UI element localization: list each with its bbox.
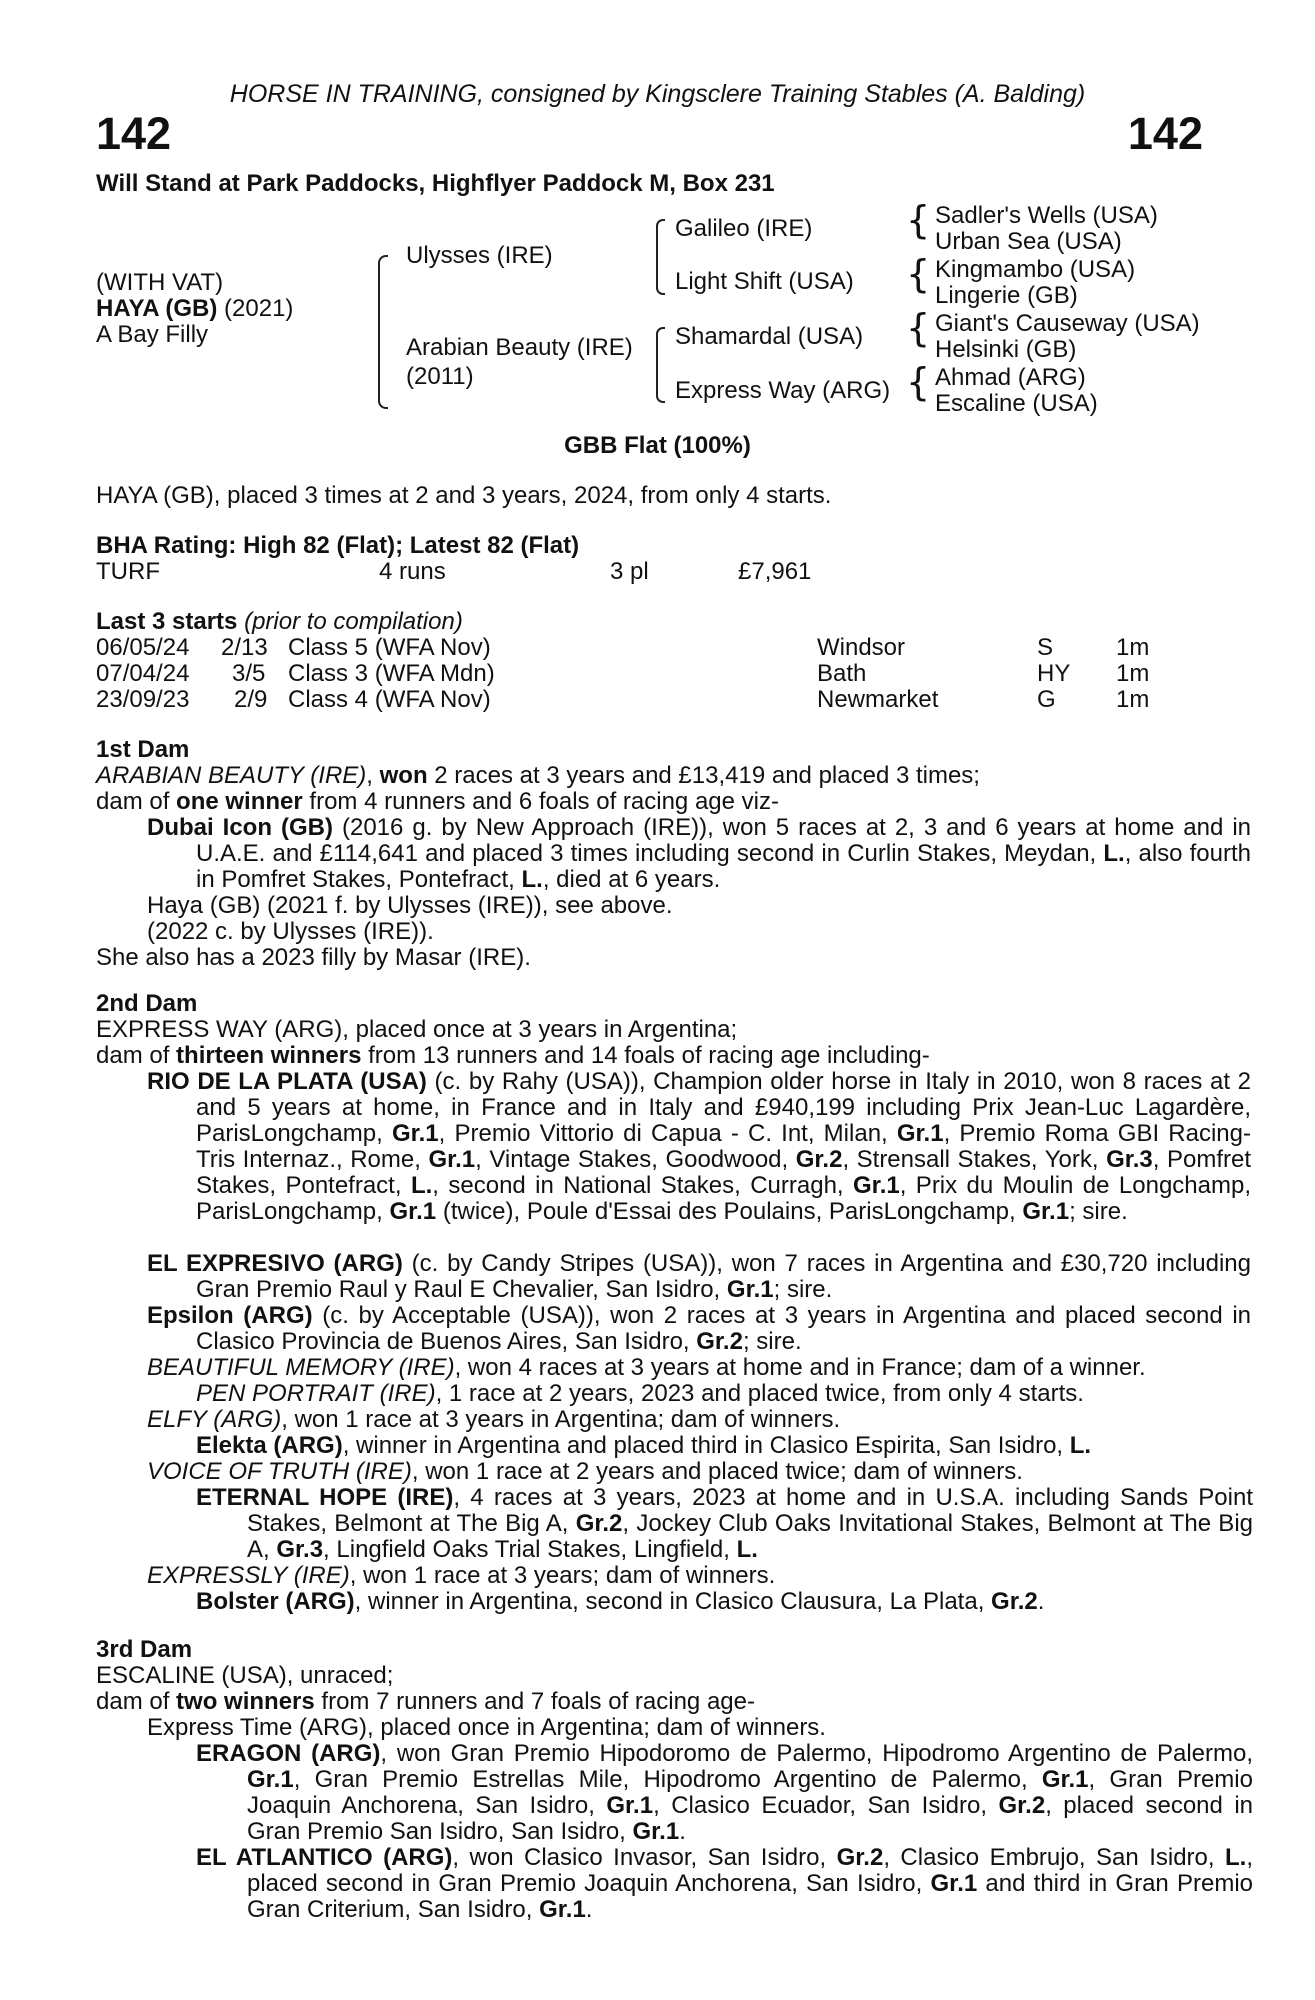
eternal-hope-grade: Gr.3 (276, 1536, 324, 1563)
progeny-pen-portrait (196, 1381, 1084, 1407)
start-position: 3/5 (232, 660, 266, 687)
voice-of-truth-name: VOICE OF TRUTH (IRE) (147, 1458, 412, 1485)
voice-of-truth-text: , won 1 race at 2 years and placed twice; dam of winners. (411, 1458, 1023, 1485)
dam2-foals: from 13 runners and 14 foals of racing age including- (361, 1042, 930, 1069)
start-going: G (1037, 686, 1056, 713)
brace-glyph-4: { (906, 360, 931, 404)
dam3-line1: ESCALINE (USA), unraced; (96, 1662, 394, 1689)
eragon-text: , Gran Premio Joaquin Anchorena, San Isidro, (247, 1766, 1253, 1819)
eragon-text: , won Gran Premio Hipodoromo de Palermo, Hipodromo Argentino de Palermo, (380, 1740, 1254, 1767)
last-starts-heading (96, 609, 463, 635)
el-atlantico-grade: L. (1225, 1844, 1247, 1871)
bolster-text: , winner in Argentina, second in Clasico Clausura, La Plata, (354, 1588, 992, 1615)
elfy-text: , won 1 race at 3 years in Argentina; dam of winners. (281, 1406, 841, 1433)
sire-sire-sire: Sadler's Wells (USA) (935, 202, 1158, 229)
dubai-icon-text-c: , died at 6 years. (542, 866, 721, 893)
el-expresivo-text: (c. by Candy Stripes (USA)), won 7 races in Argentina and £30,720 including Gran Premio Raul y Raul E Chevalier, San Isidro, (196, 1250, 1251, 1303)
dam1-name: ARABIAN BEAUTY (IRE) (96, 762, 367, 789)
start-date: 07/04/24 (96, 660, 190, 687)
progeny-eragon (196, 1741, 1253, 1845)
dam3-line2 (96, 1689, 755, 1715)
eragon-grade: Gr.1 (247, 1766, 294, 1793)
dam-dam: Express Way (ARG) (675, 377, 891, 404)
start-class: Class 4 (WFA Nov) (288, 686, 491, 713)
brace-glyph-1: { (906, 198, 931, 242)
rio-text: , Pomfret Stakes, Pontefract, (196, 1146, 1251, 1199)
dubai-icon-text-b: , also fourth in Pomfret Stakes, Pontefract, (196, 840, 1252, 893)
progeny-elfy (147, 1407, 840, 1433)
rio-text: , Strensall Stakes, York, (842, 1146, 1107, 1173)
dam-dam-dam: Escaline (USA) (935, 390, 1098, 417)
el-expresivo-text: ; sire. (773, 1276, 833, 1303)
dam1-damof: dam of (96, 788, 177, 815)
bolster-grade: Gr.2 (991, 1588, 1038, 1615)
progeny-bolster (196, 1589, 1044, 1615)
rio-grade: Gr.1 (389, 1198, 437, 1225)
progeny-express-time: Express Time (ARG), placed once in Argentina; dam of winners. (147, 1714, 826, 1741)
dam1-2023-filly: She also has a 2023 filly by Masar (IRE). (96, 944, 531, 971)
pen-portrait-text: , 1 race at 2 years, 2023 and placed twice, from only 4 starts. (435, 1380, 1084, 1407)
start-distance: 1m (1116, 634, 1150, 661)
dam2-line1: EXPRESS WAY (ARG), placed once at 3 years in Argentina; (96, 1016, 738, 1043)
dubai-icon-grade-1: L. (1103, 840, 1125, 867)
progeny-elekta (196, 1433, 1091, 1459)
sire-sire-dam: Urban Sea (USA) (935, 228, 1122, 255)
consignment-heading: HORSE IN TRAINING, consigned by Kingsclere Training Stables (A. Balding) (229, 80, 1086, 108)
start-position: 2/13 (221, 634, 268, 661)
el-atlantico-text: , Clasico Embrujo, San Isidro, (883, 1844, 1226, 1871)
dam-sire: Shamardal (USA) (675, 323, 864, 350)
expressly-name: EXPRESSLY (IRE) (147, 1562, 350, 1589)
dam3-winner-count: two winners (176, 1688, 315, 1715)
sire: Ulysses (IRE) (406, 242, 553, 269)
eternal-hope-text: , Jockey Club Oaks Invitational Stakes, Belmont at The Big A, (247, 1510, 1253, 1563)
rio-grade: Gr.1 (853, 1172, 900, 1199)
dam-sire-sire: Giant's Causeway (USA) (935, 310, 1200, 337)
progeny-el-atlantico (196, 1845, 1253, 1923)
dam1-won: won (379, 762, 428, 789)
dubai-icon-name: Dubai Icon (GB) (147, 814, 333, 841)
dam2-damof: dam of (96, 1042, 177, 1069)
dam1-heading: 1st Dam (96, 736, 190, 763)
rio-grade: Gr.1 (1022, 1198, 1070, 1225)
start-position: 2/9 (234, 686, 268, 713)
eragon-text: . (679, 1818, 686, 1845)
elfy-name: ELFY (ARG) (147, 1406, 282, 1433)
beautiful-memory-text: , won 4 races at 3 years at home and in France; dam of a winner. (454, 1354, 1146, 1381)
rio-text: , Premio Roma GBI Racing-Tris Internaz., Rome, (196, 1120, 1251, 1173)
elekta-text: , winner in Argentina and placed third in Clasico Espirita, San Isidro, (342, 1432, 1070, 1459)
horse-year: (2021) (217, 295, 294, 322)
el-atlantico-text: , placed second in Gran Premio Joaquin Anchorena, San Isidro, (247, 1844, 1254, 1897)
bolster-name: Bolster (ARG) (196, 1588, 355, 1615)
lot-number-left: 142 (96, 108, 172, 159)
expressly-text: , won 1 race at 3 years; dam of winners. (349, 1562, 776, 1589)
gbb-flat: GBB Flat (100%) (564, 432, 751, 459)
last-starts-title: Last 3 starts (96, 608, 238, 635)
rating-earnings: £7,961 (738, 558, 812, 585)
rio-text: , Premio Vittorio di Capua - C. Int, Milan, (438, 1120, 897, 1147)
rio-grade: Gr.1 (391, 1120, 439, 1147)
sire-dam: Light Shift (USA) (675, 268, 854, 295)
dam3-heading: 3rd Dam (96, 1636, 193, 1663)
pen-portrait-name: PEN PORTRAIT (IRE) (196, 1380, 436, 1407)
dubai-icon-grade-2: L. (521, 866, 543, 893)
progeny-2022-colt: (2022 c. by Ulysses (IRE)). (147, 918, 434, 945)
eragon-text: , Gran Premio Estrellas Mile, Hipodromo Argentino de Palermo, (293, 1766, 1042, 1793)
start-distance: 1m (1116, 686, 1150, 713)
dam1-record: 2 races at 3 years and £13,419 and placed 3 times; (427, 762, 980, 789)
el-atlantico-grade: Gr.2 (836, 1844, 884, 1871)
progeny-eternal-hope (196, 1485, 1253, 1563)
dam1-winner-count: one winner (176, 788, 303, 815)
dam-year: (2011) (406, 363, 474, 390)
el-atlantico-grade: Gr.1 (930, 1870, 978, 1897)
progeny-rio-de-la-plata (147, 1069, 1251, 1225)
progeny-beautiful-memory (147, 1355, 1146, 1381)
start-going: HY (1037, 660, 1071, 687)
rio-grade: Gr.1 (896, 1120, 944, 1147)
dam1-sep: , (366, 762, 380, 789)
brace-glyph-3: { (906, 306, 931, 350)
rio-text: , Prix du Moulin de Longchamp, ParisLongchamp, (196, 1172, 1252, 1225)
stand-location: Will Stand at Park Paddocks, Highflyer Paddock M, Box 231 (96, 170, 775, 197)
horse-description: A Bay Filly (96, 321, 209, 348)
eternal-hope-name: ETERNAL HOPE (IRE) (196, 1484, 454, 1511)
vat-note: (WITH VAT) (96, 269, 224, 296)
epsilon-name: Epsilon (ARG) (147, 1302, 313, 1329)
sire-dam-sire: Kingmambo (USA) (935, 256, 1136, 283)
race-summary: HAYA (GB), placed 3 times at 2 and 3 years, 2024, from only 4 starts. (96, 482, 832, 509)
dam3-damof: dam of (96, 1688, 177, 1715)
start-going: S (1037, 634, 1054, 661)
dam: Arabian Beauty (IRE) (406, 334, 633, 361)
dam1-foals: from 4 runners and 6 foals of racing age viz- (302, 788, 779, 815)
lot-number-right: 142 (1127, 108, 1203, 159)
rio-text: , Vintage Stakes, Goodwood, (475, 1146, 796, 1173)
el-atlantico-name: EL ATLANTICO (ARG) (196, 1844, 453, 1871)
el-atlantico-grade: Gr.1 (539, 1896, 586, 1923)
eragon-text: , placed second in Gran Premio San Isidro, San Isidro, (247, 1792, 1254, 1845)
horse-name: HAYA (GB) (96, 295, 218, 322)
progeny-epsilon (147, 1303, 1251, 1355)
rio-grade: Gr.2 (795, 1146, 843, 1173)
rating-runs: 4 runs (379, 558, 446, 585)
eragon-name: ERAGON (ARG) (196, 1740, 381, 1767)
start-course: Bath (817, 660, 867, 687)
eternal-hope-text: , Lingfield Oaks Trial Stakes, Lingfield, (323, 1536, 737, 1563)
dam1-line1 (96, 763, 980, 789)
last-starts-note: (prior to compilation) (237, 608, 463, 635)
el-atlantico-text: and third in Gran Premio Gran Criterium, San Isidro, (247, 1870, 1253, 1923)
rio-grade: L. (410, 1172, 433, 1199)
rating-placed: 3 pl (610, 558, 649, 585)
elekta-name: Elekta (ARG) (196, 1432, 343, 1459)
eragon-text: , Clasico Ecuador, San Isidro, (653, 1792, 999, 1819)
rating-surface: TURF (96, 558, 160, 585)
epsilon-text: ; sire. (742, 1328, 802, 1355)
progeny-dubai-icon (147, 815, 1251, 893)
el-atlantico-text: . (585, 1896, 593, 1923)
rio-name: RIO DE LA PLATA (USA) (147, 1068, 427, 1095)
epsilon-text: (c. by Acceptable (USA)), won 2 races at 3 years in Argentina and placed second in Clasico Provincia de Buenos Aires, San Isidro, (196, 1302, 1251, 1355)
elekta-grade: L. (1069, 1432, 1092, 1459)
eternal-hope-grade: L. (736, 1536, 758, 1563)
rio-text: (c. by Rahy (USA)), Champion older horse in Italy in 2010, won 8 races at 2 and 5 years at home, in France and in Italy and £940,199 including Prix Jean-Luc Lagardère, ParisLongchamp, (196, 1068, 1251, 1147)
start-class: Class 5 (WFA Nov) (288, 634, 491, 661)
bha-rating: BHA Rating: High 82 (Flat); Latest 82 (Flat) (96, 532, 580, 559)
dam2-heading: 2nd Dam (96, 990, 198, 1017)
dubai-icon-text-a: (2016 g. by New Approach (IRE)), won 5 races at 2, 3 and 6 years at home and in U.A.E. and £114,641 and placed 3 times including second in Curlin Stakes, Meydan, (196, 814, 1251, 867)
progeny-expressly (147, 1563, 775, 1589)
eragon-grade: Gr.1 (1041, 1766, 1089, 1793)
dam-dam-sire: Ahmad (ARG) (935, 364, 1086, 391)
start-course: Windsor (817, 634, 906, 661)
eragon-grade: Gr.2 (998, 1792, 1046, 1819)
bolster-text: . (1037, 1588, 1045, 1615)
sire-sire: Galileo (IRE) (675, 215, 813, 242)
start-date: 06/05/24 (96, 634, 190, 661)
el-atlantico-text: , won Clasico Invasor, San Isidro, (452, 1844, 837, 1871)
progeny-voice-of-truth (147, 1459, 1023, 1485)
rio-grade: Gr.1 (428, 1146, 476, 1173)
pedigree-bracket-main (378, 255, 388, 409)
eragon-grade: Gr.1 (606, 1792, 654, 1819)
start-date: 23/09/23 (96, 686, 190, 713)
rio-text: , second in National Stakes, Curragh, (432, 1172, 854, 1199)
start-distance: 1m (1116, 660, 1150, 687)
sire-dam-dam: Lingerie (GB) (935, 282, 1078, 309)
rio-grade: Gr.3 (1106, 1146, 1153, 1173)
dam3-foals: from 7 runners and 7 foals of racing age- (314, 1688, 755, 1715)
progeny-el-expresivo (147, 1251, 1251, 1303)
eternal-hope-text: , 4 races at 3 years, 2023 at home and in U.S.A. including Sands Point Stakes, Belmont at The Big A, (247, 1484, 1253, 1537)
dam1-line2 (96, 789, 779, 815)
dam-sire-dam: Helsinki (GB) (935, 336, 1077, 363)
pedigree-bracket-sire (656, 219, 665, 295)
dam2-winner-count: thirteen winners (176, 1042, 362, 1069)
start-class: Class 3 (WFA Mdn) (288, 660, 495, 687)
dam2-line2 (96, 1043, 930, 1069)
eternal-hope-grade: Gr.2 (575, 1510, 623, 1537)
el-expresivo-name: EL EXPRESIVO (ARG) (147, 1250, 403, 1277)
epsilon-grade: Gr.2 (696, 1328, 743, 1355)
horse-name-line (96, 296, 293, 322)
rio-text: ; sire. (1069, 1198, 1128, 1225)
pedigree-bracket-dam (656, 327, 665, 403)
start-course: Newmarket (817, 686, 939, 713)
eragon-grade: Gr.1 (632, 1818, 680, 1845)
beautiful-memory-name: BEAUTIFUL MEMORY (IRE) (147, 1354, 455, 1381)
progeny-haya: Haya (GB) (2021 f. by Ulysses (IRE)), see above. (147, 892, 673, 919)
rio-text: (twice), Poule d'Essai des Poulains, ParisLongchamp, (436, 1198, 1023, 1225)
brace-glyph-2: { (906, 252, 931, 296)
el-expresivo-grade: Gr.1 (726, 1276, 774, 1303)
